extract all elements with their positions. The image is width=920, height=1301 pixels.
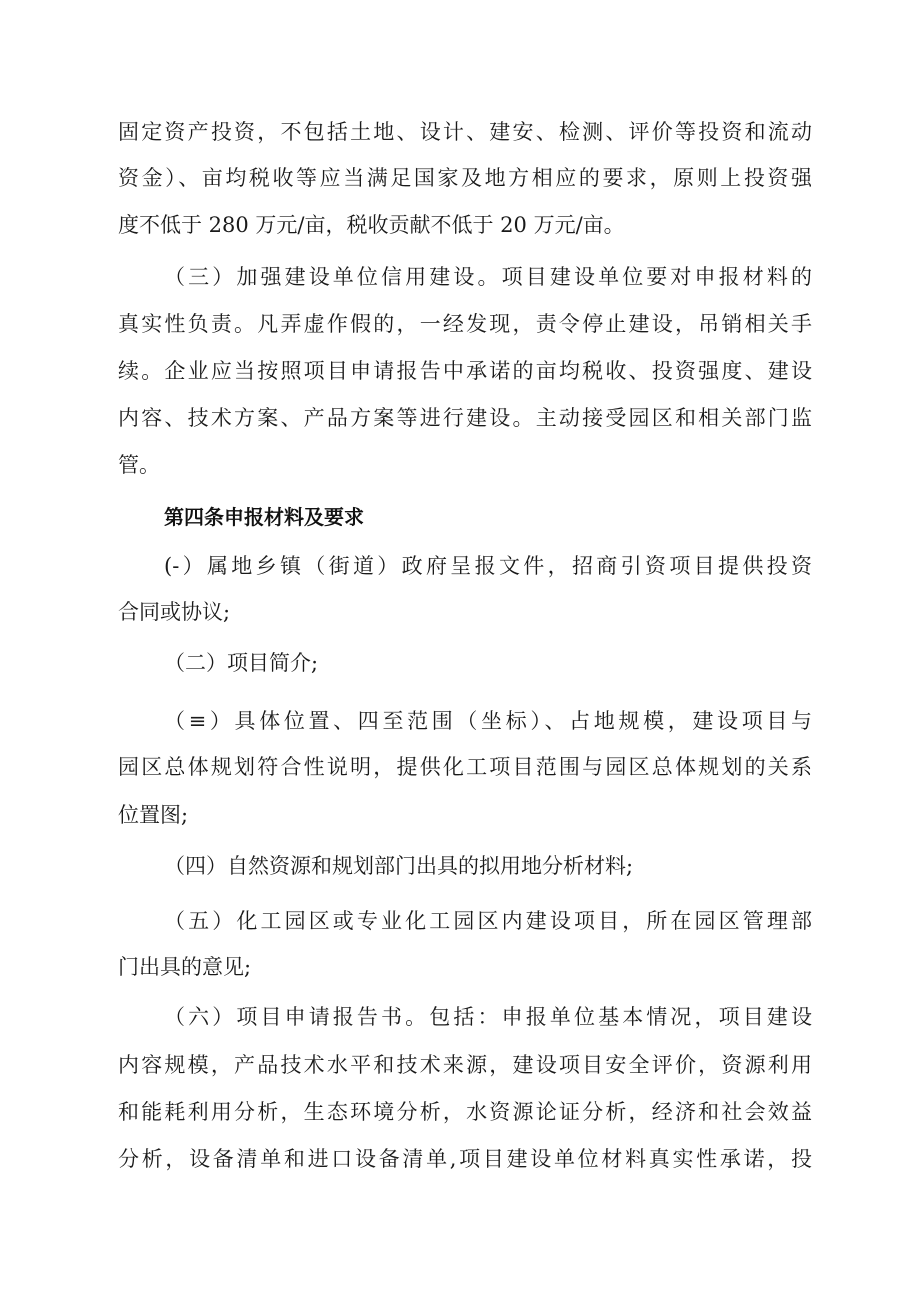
text-line: （三）加强建设单位信用建设。项目建设单位要对申报材料的 bbox=[164, 265, 812, 289]
text-line: 内容规模，产品技术水平和技术来源，建设项目安全评价，资源利用 bbox=[118, 1053, 812, 1077]
text-line: （二）项目简介; bbox=[164, 651, 319, 675]
text-line: 合同或协议; bbox=[118, 600, 231, 624]
text-line: （六）项目申请报告书。包括：申报单位基本情况，项目建设 bbox=[164, 1005, 812, 1029]
text-line: 内容、技术方案、产品方案等进行建设。主动接受园区和相关部门监 bbox=[118, 406, 812, 430]
text-line: （四）自然资源和规划部门出具的拟用地分析材料; bbox=[164, 854, 634, 878]
text-line: 门出具的意见; bbox=[118, 955, 252, 979]
text-line: 固定资产投资，不包括土地、设计、建安、检测、评价等投资和流动 bbox=[118, 120, 812, 144]
text-line: 分析，设备清单和进口设备清单,项目建设单位材料真实性承诺，投 bbox=[118, 1147, 812, 1171]
section-heading-article-4: 第四条申报材料及要求 bbox=[164, 505, 364, 529]
text-line: 度不低于 280 万元/亩，税收贡献不低于 20 万元/亩。 bbox=[118, 213, 625, 237]
text-line: 资金）、亩均税收等应当满足国家及地方相应的要求，原则上投资强 bbox=[118, 166, 812, 190]
text-line: (-）属地乡镇（街道）政府呈报文件，招商引资项目提供投资 bbox=[164, 554, 812, 578]
text-line: 续。企业应当按照项目申请报告中承诺的亩均税收、投资强度、建设 bbox=[118, 359, 812, 383]
text-line: 管。 bbox=[118, 453, 160, 477]
text-line: 位置图; bbox=[118, 803, 189, 827]
text-line: （五）化工园区或专业化工园区内建设项目，所在园区管理部 bbox=[164, 909, 812, 933]
text-line: 真实性负责。凡弄虚作假的，一经发现，责令停止建设，吊销相关手 bbox=[118, 312, 812, 336]
text-line: （≡）具体位置、四至范围（坐标）、占地规模，建设项目与 bbox=[164, 709, 812, 733]
text-line: 园区总体规划符合性说明，提供化工项目范围与园区总体规划的关系 bbox=[118, 755, 812, 779]
text-line: 和能耗利用分析，生态环境分析，水资源论证分析，经济和社会效益 bbox=[118, 1100, 812, 1124]
